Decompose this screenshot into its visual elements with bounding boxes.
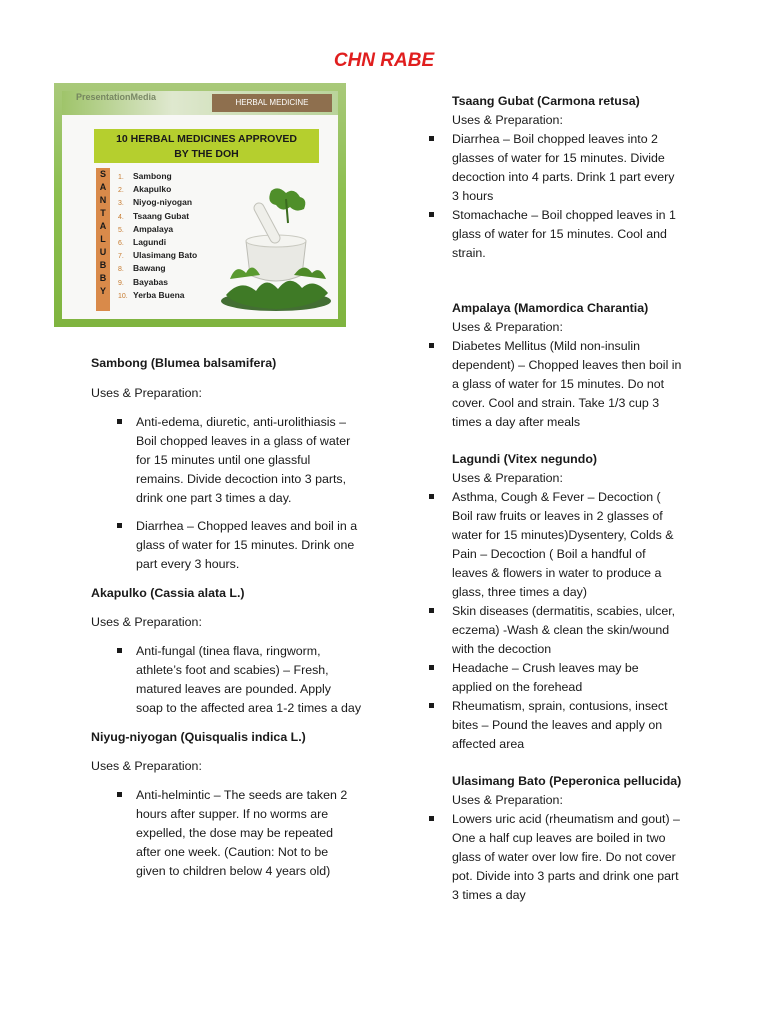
slide-list-item: 1. Sambong xyxy=(118,171,172,181)
mnemonic-letter: T xyxy=(100,208,106,218)
list-item: Anti-edema, diuretic, anti-urolithiasis – Boil chopped leaves in a glass of water for 15 minutes until one glassful remains. Divide decoction into 3 parts, drink one part 3 times a day. xyxy=(91,413,361,508)
uses-preparation-label: Uses & Preparation: xyxy=(452,113,563,127)
uses-preparation-label: Uses & Preparation: xyxy=(91,386,202,400)
slide-band-label: HERBAL MEDICINE xyxy=(212,94,332,112)
list-item: Diarrhea – Boil chopped leaves into 2 glasses of water for 15 minutes. Divide decoction into 4 parts. Drink 1 part every 3 hours xyxy=(452,130,682,206)
slide-panel xyxy=(62,91,338,319)
watermark-logo: PresentationMedia xyxy=(76,92,157,102)
mnemonic-letter: U xyxy=(99,247,107,257)
uses-preparation-label: Uses & Preparation: xyxy=(452,320,563,334)
bullet-list xyxy=(452,130,682,263)
section-heading: Tsaang Gubat (Carmona retusa) xyxy=(452,94,640,108)
bullet-list xyxy=(91,642,361,718)
slide-list-item: 7. Ulasimang Bato xyxy=(118,250,198,261)
slide-heading-line2: BY THE DOH xyxy=(174,148,239,160)
bullet-list xyxy=(91,413,361,574)
uses-preparation-label: Uses & Preparation: xyxy=(452,793,563,807)
bullet-list xyxy=(452,488,682,754)
section-heading: Sambong (Blumea balsamifera) xyxy=(91,356,277,370)
akapulko-section xyxy=(91,584,361,718)
sambong-section xyxy=(91,354,361,574)
ampalaya-section xyxy=(452,299,682,432)
mortar-herbs-illustration xyxy=(216,183,336,313)
section-heading: Ulasimang Bato (Peperonica pellucida) xyxy=(452,774,682,788)
tsaang-gubat-section xyxy=(452,92,682,263)
slide-list-item: 2. Akapulko xyxy=(118,184,172,195)
left-column xyxy=(91,354,361,881)
uses-preparation-label: Uses & Preparation: xyxy=(91,615,202,629)
uses-preparation-label: Uses & Preparation: xyxy=(452,471,563,485)
list-item: Lowers uric acid (rheumatism and gout) – One a half cup leaves are boiled in two glass of water over low fire. Do not cover pot. Divide into 3 parts and drink one part 3 times a day xyxy=(452,810,682,905)
list-item: Anti-helmintic – The seeds are taken 2 hours after supper. If no worms are expelled, the dose may be repeated after one week. (Caution: Not to be given to children below 4 years old) xyxy=(91,786,361,881)
right-column xyxy=(452,92,682,905)
slide-heading xyxy=(94,129,319,163)
slide-list-item: 3. Niyog-niyogan xyxy=(118,197,193,208)
uses-preparation-label: Uses & Preparation: xyxy=(91,759,202,773)
slide-herb-list xyxy=(118,171,197,303)
slide-list-item: 9. Bayabas xyxy=(118,276,168,287)
bullet-list xyxy=(91,786,361,881)
section-heading: Ampalaya (Mamordica Charantia) xyxy=(452,301,649,315)
mnemonic-letter: B xyxy=(99,260,107,270)
mnemonic-letter: L xyxy=(100,234,106,244)
list-item: Skin diseases (dermatitis, scabies, ulcer, eczema) -Wash & clean the skin/wound with the decoction xyxy=(452,602,682,659)
slide-top-band xyxy=(62,91,338,115)
list-item: Diarrhea – Chopped leaves and boil in a glass of water for 15 minutes. Drink one part every 3 hours. xyxy=(91,517,361,574)
lagundi-section xyxy=(452,450,682,754)
niyog-niyogan-section xyxy=(91,728,361,881)
mnemonic-letter: A xyxy=(99,182,107,192)
section-heading: Akapulko (Cassia alata L.) xyxy=(91,586,245,600)
section-heading: Niyug-niyogan (Quisqualis indica L.) xyxy=(91,730,306,744)
list-item: Anti-fungal (tinea flava, ringworm, athlete’s foot and scabies) – Fresh, matured leaves are pounded. Apply soap to the affected area 1-2 times a day xyxy=(91,642,361,718)
list-item: Stomachache – Boil chopped leaves in 1 glass of water for 15 minutes. Cool and strain. xyxy=(452,206,682,263)
mnemonic-letter: A xyxy=(99,221,107,231)
slide-list-item: 4. Tsaang Gubat xyxy=(118,210,190,221)
slide-list-item: 8. Bawang xyxy=(118,263,166,274)
mnemonic-letter: Y xyxy=(99,286,106,296)
mnemonic-letter: B xyxy=(99,273,107,283)
mnemonic-letter: S xyxy=(99,169,106,179)
mnemonic-vertical-bar xyxy=(96,168,110,311)
list-item: Headache – Crush leaves may be applied on the forehead xyxy=(452,659,682,697)
page-title: CHN RABE xyxy=(333,50,435,71)
bullet-list xyxy=(452,337,682,432)
list-item: Rheumatism, sprain, contusions, insect bites – Pound the leaves and apply on affected area xyxy=(452,697,682,754)
list-item: Diabetes Mellitus (Mild non-insulin dependent) – Chopped leaves then boil in a glass of water for 15 minutes. Do not cover. Cool and strain. Take 1/3 cup 3 times a day after meals xyxy=(452,337,682,432)
herbal-medicine-slide-image xyxy=(54,83,346,327)
slide-list-item: 5. Ampalaya xyxy=(118,223,174,234)
slide-list-item: 10. Yerba Buena xyxy=(118,289,185,300)
mnemonic-letter: N xyxy=(99,195,107,205)
slide-list-item: 6. Lagundi xyxy=(118,236,167,247)
section-heading: Lagundi (Vitex negundo) xyxy=(452,452,598,466)
slide-heading-line1: 10 HERBAL MEDICINES APPROVED xyxy=(116,133,297,145)
bullet-list xyxy=(452,810,682,905)
ulasimang-bato-section xyxy=(452,772,682,905)
list-item: Asthma, Cough & Fever – Decoction ( Boil raw fruits or leaves in 2 glasses of water for 15 minutes)Dysentery, Colds & Pain – Decoction ( Boil a handful of leaves & flowers in water to produce a glass, three times a day) xyxy=(452,488,682,602)
